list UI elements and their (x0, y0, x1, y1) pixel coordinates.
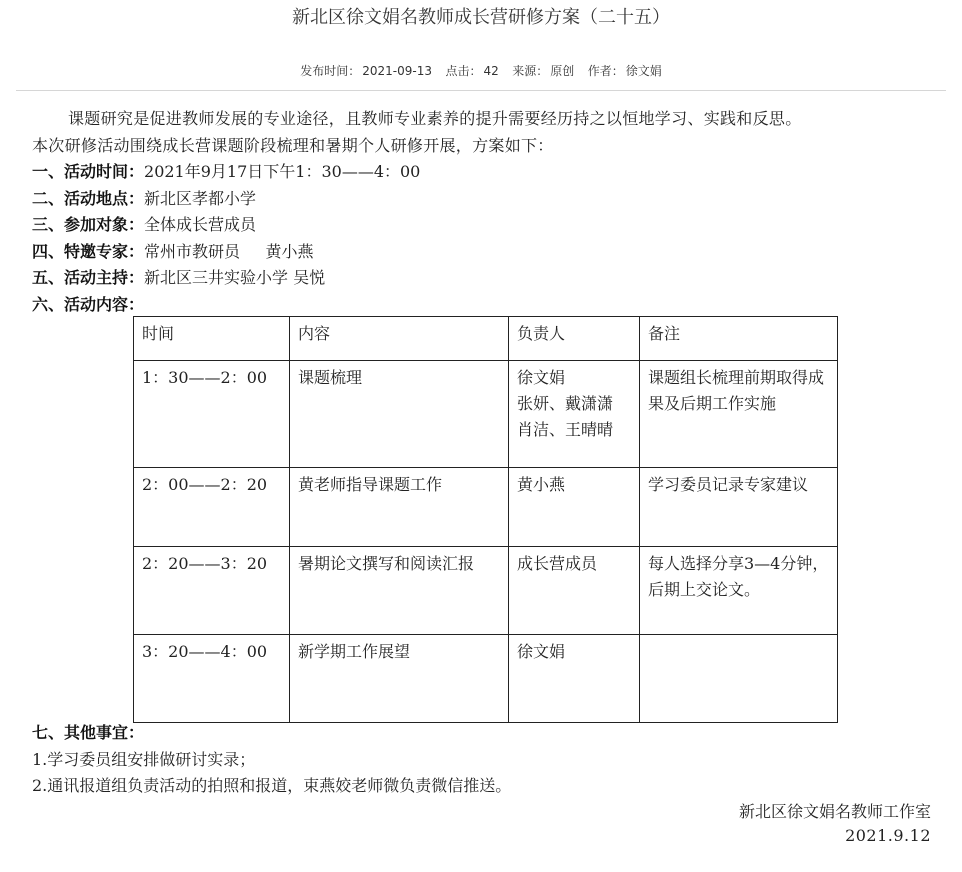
header-divider (16, 90, 946, 91)
other-line-1: 1.学习委员组安排做研讨实录； (32, 749, 256, 769)
cell-note: 课题组长梳理前期取得成果及后期工作实施 (640, 361, 838, 468)
cell-note: 学习委员记录专家建议 (640, 468, 838, 547)
table-row (134, 361, 838, 468)
item-time-value: 2021年9月17日下午1：30——4：00 (144, 162, 421, 181)
cell-content: 课题梳理 (290, 361, 509, 468)
signature-date: 2021.9.12 (845, 826, 931, 845)
item-expert-label: 四、特邀专家： (32, 241, 145, 261)
cell-note (640, 635, 838, 723)
header-content: 内容 (290, 317, 509, 361)
item-content (32, 292, 932, 319)
author-label: 作者： (587, 64, 624, 78)
article-body (32, 106, 932, 318)
publish-date: 2021-09-13 (362, 64, 433, 78)
item-participants-label: 三、参加对象： (32, 215, 145, 234)
cell-content: 暑期论文撰写和阅读汇报 (290, 547, 509, 635)
other-matters (32, 720, 932, 800)
article-title: 新北区徐文娟名教师成长营研修方案（二十五） (292, 7, 670, 28)
cell-note: 每人选择分享3—4分钟，后期上交论文。 (640, 547, 838, 635)
source-value: 原创 (550, 64, 575, 78)
cell-owner: 徐文娟 张妍、戴潇潇 肖洁、王晴晴 (509, 361, 640, 468)
intro-line-1: 课题研究是促进教师发展的专业途径，且教师专业素养的提升需要经历持之以恒地学习、实践和反思。 (68, 109, 802, 128)
cell-time: 2：00——2：20 (134, 468, 290, 547)
table-row (134, 468, 838, 547)
item-participants (32, 212, 932, 239)
item-host-label: 五、活动主持： (32, 268, 145, 287)
item-host-value: 新北区三井实验小学 吴悦 (144, 268, 326, 287)
item-participants-value: 全体成长营成员 (144, 215, 257, 234)
cell-time: 1：30——2：00 (134, 361, 290, 468)
table-row (134, 547, 838, 635)
cell-time: 2：20——3：20 (134, 547, 290, 635)
item-time-label: 一、活动时间： (32, 162, 145, 181)
cell-owner: 黄小燕 (509, 468, 640, 547)
cell-content: 黄老师指导课题工作 (290, 468, 509, 547)
author-value: 徐文娟 (625, 64, 662, 78)
item-location-label: 二、活动地点： (32, 188, 145, 208)
item-expert (32, 239, 932, 266)
intro-line-2: 本次研修活动围绕成长营课题阶段梳理和暑期个人研修开展，方案如下： (32, 135, 554, 155)
header-note: 备注 (640, 317, 838, 361)
other-heading (32, 720, 932, 747)
item-location-value: 新北区孝都小学 (144, 188, 257, 208)
intro-paragraph (32, 106, 932, 159)
header-owner: 负责人 (509, 317, 640, 361)
cell-owner: 徐文娟 (509, 635, 640, 723)
source-label: 来源： (512, 64, 549, 78)
table-row (134, 635, 838, 723)
other-line-2: 2.通讯报道组负责活动的拍照和报道，束燕姣老师微负责微信推送。 (32, 776, 512, 795)
publish-label: 发布时间： (300, 64, 361, 78)
clicks-label: 点击： (445, 64, 482, 78)
cell-time: 3：20——4：00 (134, 635, 290, 723)
table-header-row (134, 317, 838, 361)
item-host (32, 265, 932, 292)
item-expert-value: 常州市教研员 黄小燕 (144, 241, 314, 261)
schedule-table (133, 316, 838, 723)
cell-owner: 成长营成员 (509, 547, 640, 635)
item-content-label: 六、活动内容： (32, 294, 145, 314)
other-heading-label: 七、其他事宜： (32, 723, 145, 742)
item-time (32, 159, 932, 186)
item-location (32, 186, 932, 213)
cell-content: 新学期工作展望 (290, 635, 509, 723)
signature-org: 新北区徐文娟名教师工作室 (738, 802, 931, 821)
clicks-count: 42 (483, 64, 499, 78)
article-meta (0, 63, 962, 79)
header-time: 时间 (134, 317, 290, 361)
